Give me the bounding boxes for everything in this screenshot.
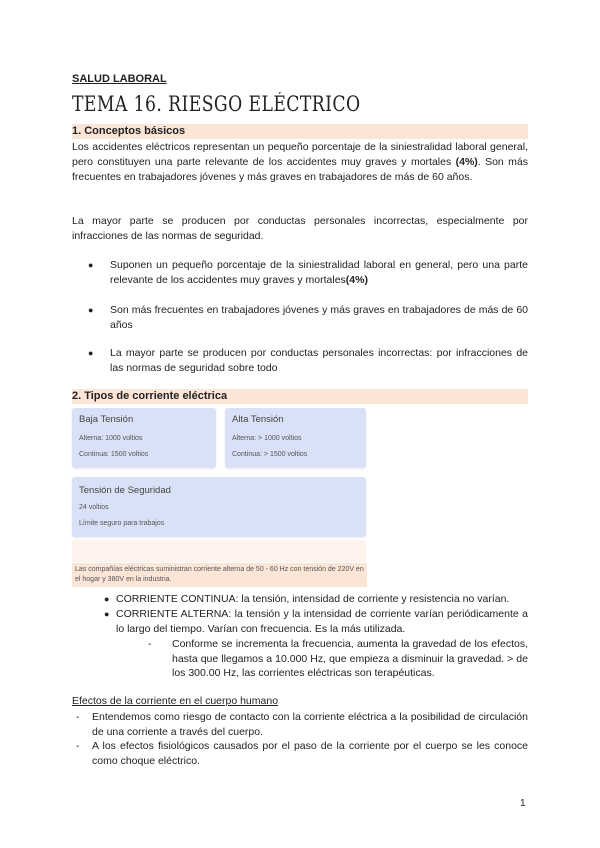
- section-heading-tipos: 2. Tipos de corriente eléctrica: [72, 389, 528, 404]
- frequency-note: Las compañías eléctricas suministran corriente alterna de 50 - 60 Hz con tensión de 220V en el hogar y 380V en la industria.: [72, 563, 367, 587]
- paragraph-intro: [72, 140, 528, 185]
- list-item: - Entendemos como riesgo de contacto con la corriente eléctrica a la posibilidad de circulación de una corriente a través del cuerpo.: [76, 711, 528, 738]
- diagram-spacer: [72, 540, 366, 562]
- list-item: ● CORRIENTE CONTINUA: la tensión, intensidad de corriente y resistencia no varían.: [104, 593, 510, 605]
- course-label: SALUD LABORAL: [72, 73, 167, 85]
- intro-text-bold: (4%): [455, 156, 478, 168]
- card-baja-tension: Baja Tensión Alterna: 1000 voltios Continua: 1500 voltios: [72, 408, 216, 468]
- bullet-icon: ●: [88, 305, 94, 315]
- page-title: TEMA 16. RIESGO ELÉCTRICO: [72, 92, 361, 116]
- intro-text-a: Los accidentes eléctricos representan un pequeño porcentaje de la siniestralidad laboral general, pero constituyen una parte relevante de los accidentes muy graves y mortales: [72, 141, 528, 168]
- card-tension-seguridad: Tensión de Seguridad 24 voltios Límite seguro para trabajos: [72, 477, 366, 537]
- bullet-icon: ●: [104, 594, 110, 604]
- section-heading-conceptos: 1. Conceptos básicos: [72, 124, 528, 139]
- list-item: ● La mayor parte se producen por conductas personales incorrectas: por infracciones de las normas de seguridad sobre todo: [88, 347, 528, 374]
- intro-text-c: . Son más frecuentes en trabajadores jóvenes y más graves en trabajadores de más de 60 años.: [72, 156, 528, 183]
- list-item: ● Son más frecuentes en trabajadores jóvenes y más graves en trabajadores de más de 60 años: [88, 304, 528, 331]
- list-item: ● Suponen un pequeño porcentaje de la siniestralidad laboral en general, pero una parte relevante de los accidentes muy graves y mortales(4%): [88, 259, 528, 286]
- bullet-icon: ●: [104, 609, 110, 619]
- card-alta-tension: Alta Tensión Alterna: > 1000 voltios Continua: > 1500 voltios: [225, 408, 366, 468]
- list-item: ● CORRIENTE ALTERNA: la tensión y la intensidad de corriente varían periódicamente a lo largo del tiempo. Varían con frecuencia. Es la más utilizada.: [104, 608, 528, 635]
- dash-icon: -: [76, 740, 80, 752]
- list-item: - Conforme se incrementa la frecuencia, aumenta la gravedad de los efectos, hasta que llegamos a 10.000 Hz, que empieza a disminuir la gravedad. > de los 300.00 Hz, las corrientes eléctricas son terapéuticas.: [148, 638, 528, 679]
- dash-icon: -: [76, 711, 80, 723]
- list-item: - A los efectos fisiológicos causados por el paso de la corriente por el cuerpo se les conoce como choque eléctrico.: [76, 740, 528, 767]
- dash-icon: -: [148, 638, 152, 650]
- effects-heading: Efectos de la corriente en el cuerpo humano: [72, 695, 279, 707]
- page-number: 1: [520, 798, 526, 809]
- bullet-icon: ●: [88, 260, 94, 270]
- paragraph-conductas: La mayor parte se producen por conductas personales incorrectas, especialmente por infracciones de las normas de seguridad.: [72, 215, 528, 242]
- bullet-icon: ●: [88, 348, 94, 358]
